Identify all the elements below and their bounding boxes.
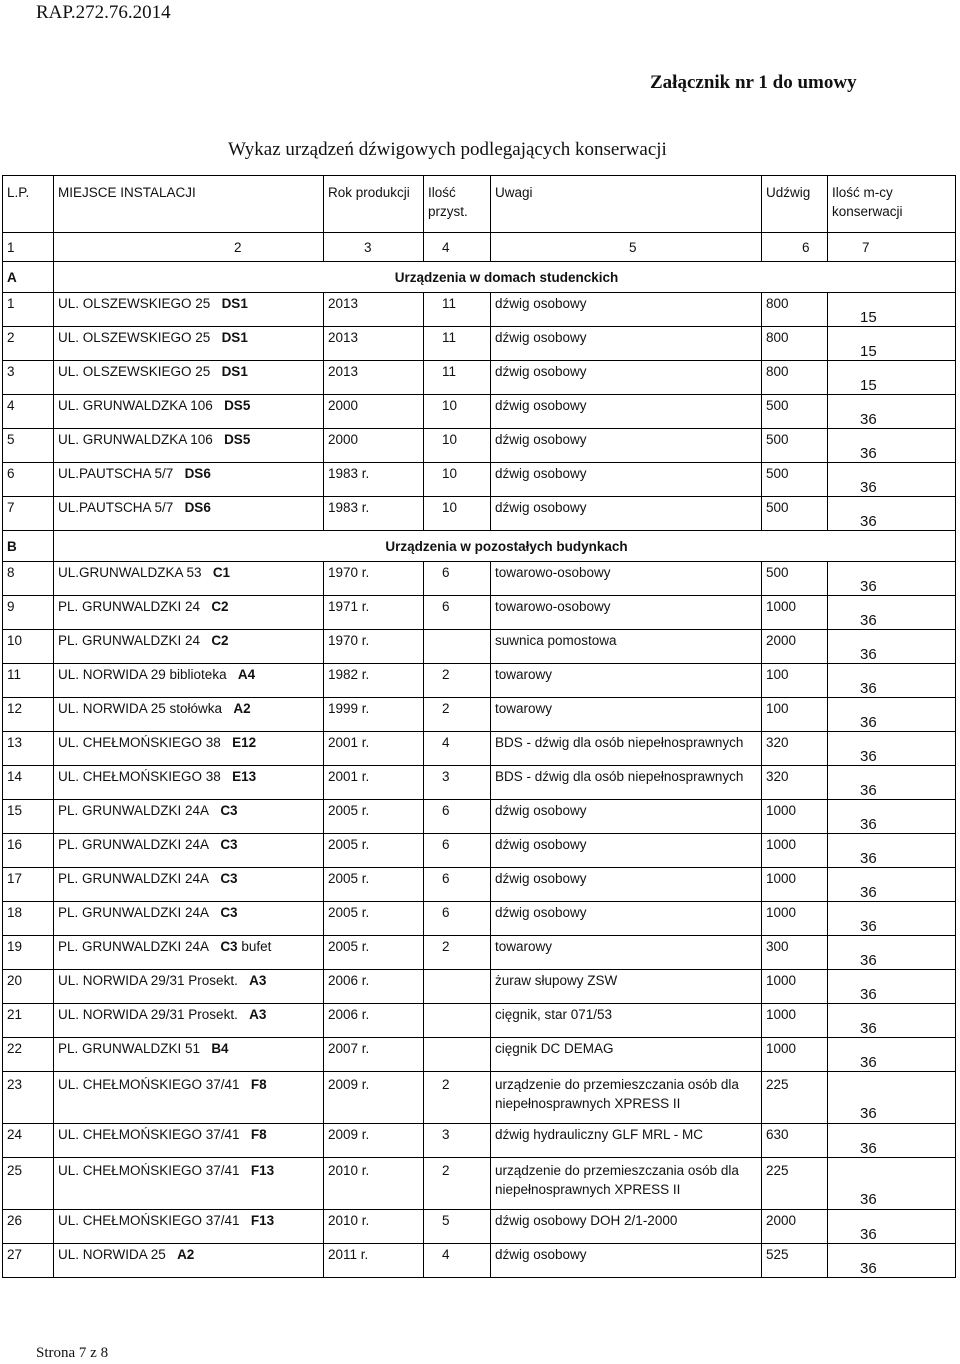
cell-capacity: 1000: [762, 902, 828, 936]
cell-notes: towarowo-osobowy: [491, 596, 762, 630]
cell-lp: 25: [3, 1158, 54, 1210]
building-code: A3: [249, 1007, 267, 1022]
place-name: UL. OLSZEWSKIEGO 25: [58, 296, 211, 311]
cell-months: 36: [828, 766, 956, 800]
cell-lp: 14: [3, 766, 54, 800]
cell-notes: dźwig osobowy: [491, 361, 762, 395]
place-name: PL. GRUNWALDZKI 24A: [58, 905, 210, 920]
cell-lp: 6: [3, 463, 54, 497]
table-row: [3, 1124, 956, 1158]
cell-lp: 4: [3, 395, 54, 429]
cell-capacity: 225: [762, 1072, 828, 1124]
section-title: Urządzenia w domach studenckich: [54, 262, 956, 293]
table-row: [3, 327, 956, 361]
cell-stops: 11: [424, 293, 491, 327]
cell-year: 2007 r.: [324, 1038, 424, 1072]
cell-place: [54, 664, 324, 698]
cell-lp: 2: [3, 327, 54, 361]
header-months: Ilość m-cy konserwacji: [828, 176, 956, 233]
table-row: [3, 1244, 956, 1278]
table-row: [3, 361, 956, 395]
building-code: C2: [211, 599, 229, 614]
building-code: E13: [232, 769, 257, 784]
cell-place: [54, 868, 324, 902]
cell-place: [54, 463, 324, 497]
cell-place: [54, 1158, 324, 1210]
place-suffix: bufet: [241, 939, 272, 954]
cell-place: [54, 1038, 324, 1072]
cell-lp: 19: [3, 936, 54, 970]
cell-place: [54, 361, 324, 395]
cell-capacity: 630: [762, 1124, 828, 1158]
cell-notes: dźwig osobowy: [491, 1244, 762, 1278]
cell-capacity: 1000: [762, 1038, 828, 1072]
cell-place: [54, 970, 324, 1004]
table-row: [3, 936, 956, 970]
cell-months: 36: [828, 1158, 956, 1210]
cell-year: 1982 r.: [324, 664, 424, 698]
cell-capacity: 300: [762, 936, 828, 970]
section-letter: A: [3, 262, 54, 293]
cell-stops: 11: [424, 361, 491, 395]
table-row: [3, 732, 956, 766]
cell-notes: dźwig osobowy: [491, 800, 762, 834]
cell-months: 36: [828, 1072, 956, 1124]
building-code: B4: [211, 1041, 229, 1056]
cell-months: 36: [828, 698, 956, 732]
section-letter: B: [3, 531, 54, 562]
cell-capacity: 500: [762, 562, 828, 596]
cell-notes: dźwig hydrauliczny GLF MRL - MC: [491, 1124, 762, 1158]
cell-notes: dźwig osobowy: [491, 834, 762, 868]
cell-place: [54, 1124, 324, 1158]
cell-place: [54, 1244, 324, 1278]
cell-months: 36: [828, 868, 956, 902]
place-name: UL. CHEŁMOŃSKIEGO 37/41: [58, 1077, 240, 1092]
cell-stops: 10: [424, 463, 491, 497]
cell-notes: dźwig osobowy: [491, 463, 762, 497]
cell-stops: 10: [424, 497, 491, 531]
cell-capacity: 1000: [762, 834, 828, 868]
cell-capacity: 225: [762, 1158, 828, 1210]
place-name: PL. GRUNWALDZKI 24A: [58, 871, 210, 886]
building-code: F13: [250, 1163, 275, 1178]
cell-notes: BDS - dźwig dla osób niepełnosprawnych: [491, 766, 762, 800]
column-number: 7: [828, 233, 956, 262]
cell-lp: 5: [3, 429, 54, 463]
cell-stops: 2: [424, 1158, 491, 1210]
place-name: UL. CHEŁMOŃSKIEGO 37/41: [58, 1213, 240, 1228]
building-code: A4: [237, 667, 256, 682]
cell-capacity: 1000: [762, 868, 828, 902]
table-row: [3, 395, 956, 429]
cell-notes: towarowo-osobowy: [491, 562, 762, 596]
place-name: UL. CHEŁMOŃSKIEGO 37/41: [58, 1127, 240, 1142]
cell-place: [54, 732, 324, 766]
document-reference: RAP.272.76.2014: [36, 2, 171, 23]
table-row: [3, 1158, 956, 1210]
building-code: F8: [250, 1127, 267, 1142]
cell-lp: 27: [3, 1244, 54, 1278]
column-number: 1: [3, 233, 54, 262]
building-code: C2: [211, 633, 229, 648]
cell-capacity: 2000: [762, 630, 828, 664]
cell-lp: 16: [3, 834, 54, 868]
table-row: [3, 902, 956, 936]
building-code: DS1: [221, 364, 248, 379]
place-name: UL.PAUTSCHA 5/7: [58, 500, 174, 515]
place-name: PL. GRUNWALDZKI 51: [58, 1041, 201, 1056]
section-header-row: [3, 531, 956, 562]
place-name: UL. GRUNWALDZKA 106: [58, 432, 213, 447]
equipment-table: [2, 175, 956, 1278]
cell-place: [54, 1072, 324, 1124]
building-code: DS1: [221, 330, 248, 345]
cell-lp: 9: [3, 596, 54, 630]
building-code: DS5: [224, 432, 251, 447]
building-code: DS5: [224, 398, 251, 413]
cell-notes: towarowy: [491, 936, 762, 970]
place-name: UL. OLSZEWSKIEGO 25: [58, 330, 211, 345]
building-code: F8: [250, 1077, 267, 1092]
cell-notes: urządzenie do przemieszczania osób dla niepełnosprawnych XPRESS II: [491, 1158, 762, 1210]
cell-stops: 10: [424, 429, 491, 463]
place-name: UL. CHEŁMOŃSKIEGO 37/41: [58, 1163, 240, 1178]
cell-months: 36: [828, 497, 956, 531]
cell-lp: 12: [3, 698, 54, 732]
column-number: 5: [491, 233, 762, 262]
cell-year: 1983 r.: [324, 497, 424, 531]
cell-place: [54, 395, 324, 429]
cell-stops: 4: [424, 732, 491, 766]
cell-lp: 13: [3, 732, 54, 766]
cell-months: 36: [828, 395, 956, 429]
cell-stops: 2: [424, 698, 491, 732]
column-number: 6: [762, 233, 828, 262]
cell-notes: dźwig osobowy: [491, 395, 762, 429]
place-name: UL.PAUTSCHA 5/7: [58, 466, 174, 481]
cell-year: 2005 r.: [324, 800, 424, 834]
cell-notes: żuraw słupowy ZSW: [491, 970, 762, 1004]
cell-notes: urządzenie do przemieszczania osób dla niepełnosprawnych XPRESS II: [491, 1072, 762, 1124]
document-title: Wykaz urządzeń dźwigowych podlegających konserwacji: [228, 139, 667, 160]
table-row: [3, 630, 956, 664]
cell-year: 2001 r.: [324, 766, 424, 800]
cell-months: 36: [828, 664, 956, 698]
cell-notes: dźwig osobowy: [491, 429, 762, 463]
table-row: [3, 766, 956, 800]
cell-place: [54, 630, 324, 664]
place-name: UL. NORWIDA 29/31 Prosekt.: [58, 973, 238, 988]
cell-lp: 18: [3, 902, 54, 936]
cell-capacity: 500: [762, 395, 828, 429]
cell-capacity: 1000: [762, 1004, 828, 1038]
table-row: [3, 834, 956, 868]
annex-title: Załącznik nr 1 do umowy: [650, 72, 857, 93]
cell-capacity: 525: [762, 1244, 828, 1278]
cell-place: [54, 936, 324, 970]
cell-notes: dźwig osobowy: [491, 902, 762, 936]
table-row: [3, 1038, 956, 1072]
table-row: [3, 664, 956, 698]
building-code: C3: [220, 905, 238, 920]
building-code: C3: [220, 837, 238, 852]
cell-place: [54, 429, 324, 463]
table-row: [3, 698, 956, 732]
header-year: Rok produkcji: [324, 176, 424, 233]
cell-stops: 11: [424, 327, 491, 361]
cell-months: 15: [828, 293, 956, 327]
header-row: [3, 176, 956, 233]
cell-place: [54, 766, 324, 800]
cell-stops: 10: [424, 395, 491, 429]
cell-year: 2006 r.: [324, 1004, 424, 1038]
column-number: 3: [324, 233, 424, 262]
cell-notes: dźwig osobowy DOH 2/1-2000: [491, 1210, 762, 1244]
header-capacity: Udźwig: [762, 176, 828, 233]
table-row: [3, 463, 956, 497]
header-lp: L.P.: [3, 176, 54, 233]
cell-place: [54, 902, 324, 936]
place-name: PL. GRUNWALDZKI 24: [58, 633, 201, 648]
cell-months: 36: [828, 596, 956, 630]
cell-notes: dźwig osobowy: [491, 497, 762, 531]
cell-year: 2013: [324, 327, 424, 361]
building-code: A3: [249, 973, 267, 988]
cell-lp: 23: [3, 1072, 54, 1124]
table-row: [3, 1210, 956, 1244]
cell-stops: 5: [424, 1210, 491, 1244]
cell-year: 1970 r.: [324, 630, 424, 664]
cell-lp: 21: [3, 1004, 54, 1038]
cell-lp: 10: [3, 630, 54, 664]
building-code: C1: [212, 565, 231, 580]
cell-capacity: 500: [762, 429, 828, 463]
cell-capacity: 1000: [762, 800, 828, 834]
table-row: [3, 970, 956, 1004]
cell-lp: 3: [3, 361, 54, 395]
cell-stops: 6: [424, 868, 491, 902]
cell-notes: suwnica pomostowa: [491, 630, 762, 664]
cell-place: [54, 1210, 324, 1244]
cell-months: 15: [828, 361, 956, 395]
table-row: [3, 800, 956, 834]
cell-capacity: 800: [762, 293, 828, 327]
place-name: PL. GRUNWALDZKI 24A: [58, 837, 210, 852]
cell-stops: 6: [424, 834, 491, 868]
table-row: [3, 1072, 956, 1124]
cell-year: 2009 r.: [324, 1072, 424, 1124]
cell-capacity: 100: [762, 664, 828, 698]
cell-place: [54, 800, 324, 834]
cell-notes: dźwig osobowy: [491, 327, 762, 361]
table-row: [3, 868, 956, 902]
section-title: Urządzenia w pozostałych budynkach: [54, 531, 956, 562]
cell-stops: 6: [424, 596, 491, 630]
cell-stops: [424, 1038, 491, 1072]
place-name: PL. GRUNWALDZKI 24A: [58, 939, 210, 954]
building-code: A2: [177, 1247, 195, 1262]
cell-months: 36: [828, 800, 956, 834]
cell-year: 1983 r.: [324, 463, 424, 497]
header-stops: Ilość przyst.: [424, 176, 491, 233]
cell-place: [54, 562, 324, 596]
table-row: [3, 293, 956, 327]
place-name: UL. NORWIDA 29/31 Prosekt.: [58, 1007, 238, 1022]
cell-stops: [424, 630, 491, 664]
cell-stops: 4: [424, 1244, 491, 1278]
cell-stops: 2: [424, 1072, 491, 1124]
cell-months: 36: [828, 1210, 956, 1244]
cell-months: 15: [828, 327, 956, 361]
cell-place: [54, 596, 324, 630]
cell-year: 2013: [324, 293, 424, 327]
cell-lp: 22: [3, 1038, 54, 1072]
cell-months: 36: [828, 936, 956, 970]
section-header-row: [3, 262, 956, 293]
cell-lp: 24: [3, 1124, 54, 1158]
building-code: C3: [220, 939, 238, 954]
cell-lp: 17: [3, 868, 54, 902]
cell-year: 2005 r.: [324, 936, 424, 970]
cell-year: 1999 r.: [324, 698, 424, 732]
cell-stops: 6: [424, 902, 491, 936]
building-code: C3: [220, 803, 238, 818]
cell-stops: [424, 970, 491, 1004]
cell-year: 2011 r.: [324, 1244, 424, 1278]
column-number: 4: [424, 233, 491, 262]
cell-stops: 3: [424, 1124, 491, 1158]
building-code: C3: [220, 871, 238, 886]
cell-place: [54, 497, 324, 531]
place-name: UL. CHEŁMOŃSKIEGO 38: [58, 769, 221, 784]
cell-capacity: 320: [762, 766, 828, 800]
cell-capacity: 320: [762, 732, 828, 766]
cell-capacity: 500: [762, 463, 828, 497]
table-row: [3, 562, 956, 596]
cell-place: [54, 698, 324, 732]
cell-lp: 11: [3, 664, 54, 698]
cell-stops: 2: [424, 664, 491, 698]
column-number: 2: [54, 233, 324, 262]
building-code: DS6: [184, 466, 211, 481]
cell-months: 36: [828, 1244, 956, 1278]
cell-place: [54, 1004, 324, 1038]
cell-months: 36: [828, 630, 956, 664]
cell-year: 1970 r.: [324, 562, 424, 596]
cell-capacity: 800: [762, 361, 828, 395]
cell-year: 2005 r.: [324, 868, 424, 902]
place-name: UL. GRUNWALDZKA 106: [58, 398, 213, 413]
building-code: E12: [232, 735, 257, 750]
cell-year: 2005 r.: [324, 902, 424, 936]
cell-stops: [424, 1004, 491, 1038]
place-name: UL. OLSZEWSKIEGO 25: [58, 364, 211, 379]
cell-capacity: 500: [762, 497, 828, 531]
cell-place: [54, 327, 324, 361]
cell-year: 2005 r.: [324, 834, 424, 868]
cell-months: 36: [828, 732, 956, 766]
page-footer: Strona 7 z 8: [36, 1345, 109, 1361]
building-code: DS6: [184, 500, 211, 515]
cell-place: [54, 834, 324, 868]
cell-lp: 8: [3, 562, 54, 596]
cell-months: 36: [828, 562, 956, 596]
place-name: PL. GRUNWALDZKI 24A: [58, 803, 210, 818]
cell-capacity: 800: [762, 327, 828, 361]
cell-notes: dźwig osobowy: [491, 293, 762, 327]
place-name: PL. GRUNWALDZKI 24: [58, 599, 201, 614]
cell-year: 1971 r.: [324, 596, 424, 630]
cell-lp: 26: [3, 1210, 54, 1244]
column-number-row: [3, 233, 956, 262]
cell-notes: cięgnik DC DEMAG: [491, 1038, 762, 1072]
cell-year: 2000: [324, 395, 424, 429]
table-row: [3, 596, 956, 630]
cell-year: 2009 r.: [324, 1124, 424, 1158]
building-code: DS1: [221, 296, 248, 311]
cell-year: 2000: [324, 429, 424, 463]
cell-year: 2006 r.: [324, 970, 424, 1004]
place-name: UL. NORWIDA 25 stołówka: [58, 701, 223, 716]
cell-months: 36: [828, 1124, 956, 1158]
cell-months: 36: [828, 1004, 956, 1038]
cell-notes: dźwig osobowy: [491, 868, 762, 902]
cell-year: 2010 r.: [324, 1210, 424, 1244]
cell-capacity: 1000: [762, 970, 828, 1004]
cell-capacity: 100: [762, 698, 828, 732]
cell-months: 36: [828, 429, 956, 463]
cell-capacity: 1000: [762, 596, 828, 630]
table-row: [3, 497, 956, 531]
cell-stops: 3: [424, 766, 491, 800]
cell-lp: 20: [3, 970, 54, 1004]
place-name: UL.GRUNWALDZKA 53: [58, 565, 202, 580]
cell-notes: cięgnik, star 071/53: [491, 1004, 762, 1038]
cell-months: 36: [828, 834, 956, 868]
table-row: [3, 429, 956, 463]
cell-stops: 2: [424, 936, 491, 970]
cell-notes: towarowy: [491, 698, 762, 732]
cell-stops: 6: [424, 562, 491, 596]
building-code: F13: [250, 1213, 275, 1228]
place-name: UL. NORWIDA 25: [58, 1247, 166, 1262]
cell-year: 2010 r.: [324, 1158, 424, 1210]
cell-capacity: 2000: [762, 1210, 828, 1244]
header-notes: Uwagi: [491, 176, 762, 233]
place-name: UL. NORWIDA 29 biblioteka: [58, 667, 227, 682]
place-name: UL. CHEŁMOŃSKIEGO 38: [58, 735, 221, 750]
cell-lp: 1: [3, 293, 54, 327]
cell-months: 36: [828, 902, 956, 936]
cell-year: 2001 r.: [324, 732, 424, 766]
cell-months: 36: [828, 970, 956, 1004]
cell-stops: 6: [424, 800, 491, 834]
cell-lp: 7: [3, 497, 54, 531]
cell-place: [54, 293, 324, 327]
cell-months: 36: [828, 463, 956, 497]
table-body: [3, 176, 956, 1278]
table-row: [3, 1004, 956, 1038]
cell-months: 36: [828, 1038, 956, 1072]
building-code: A2: [233, 701, 251, 716]
header-place: MIEJSCE INSTALACJI: [54, 176, 324, 233]
cell-notes: BDS - dźwig dla osób niepełnosprawnych: [491, 732, 762, 766]
cell-lp: 15: [3, 800, 54, 834]
cell-notes: towarowy: [491, 664, 762, 698]
cell-year: 2013: [324, 361, 424, 395]
